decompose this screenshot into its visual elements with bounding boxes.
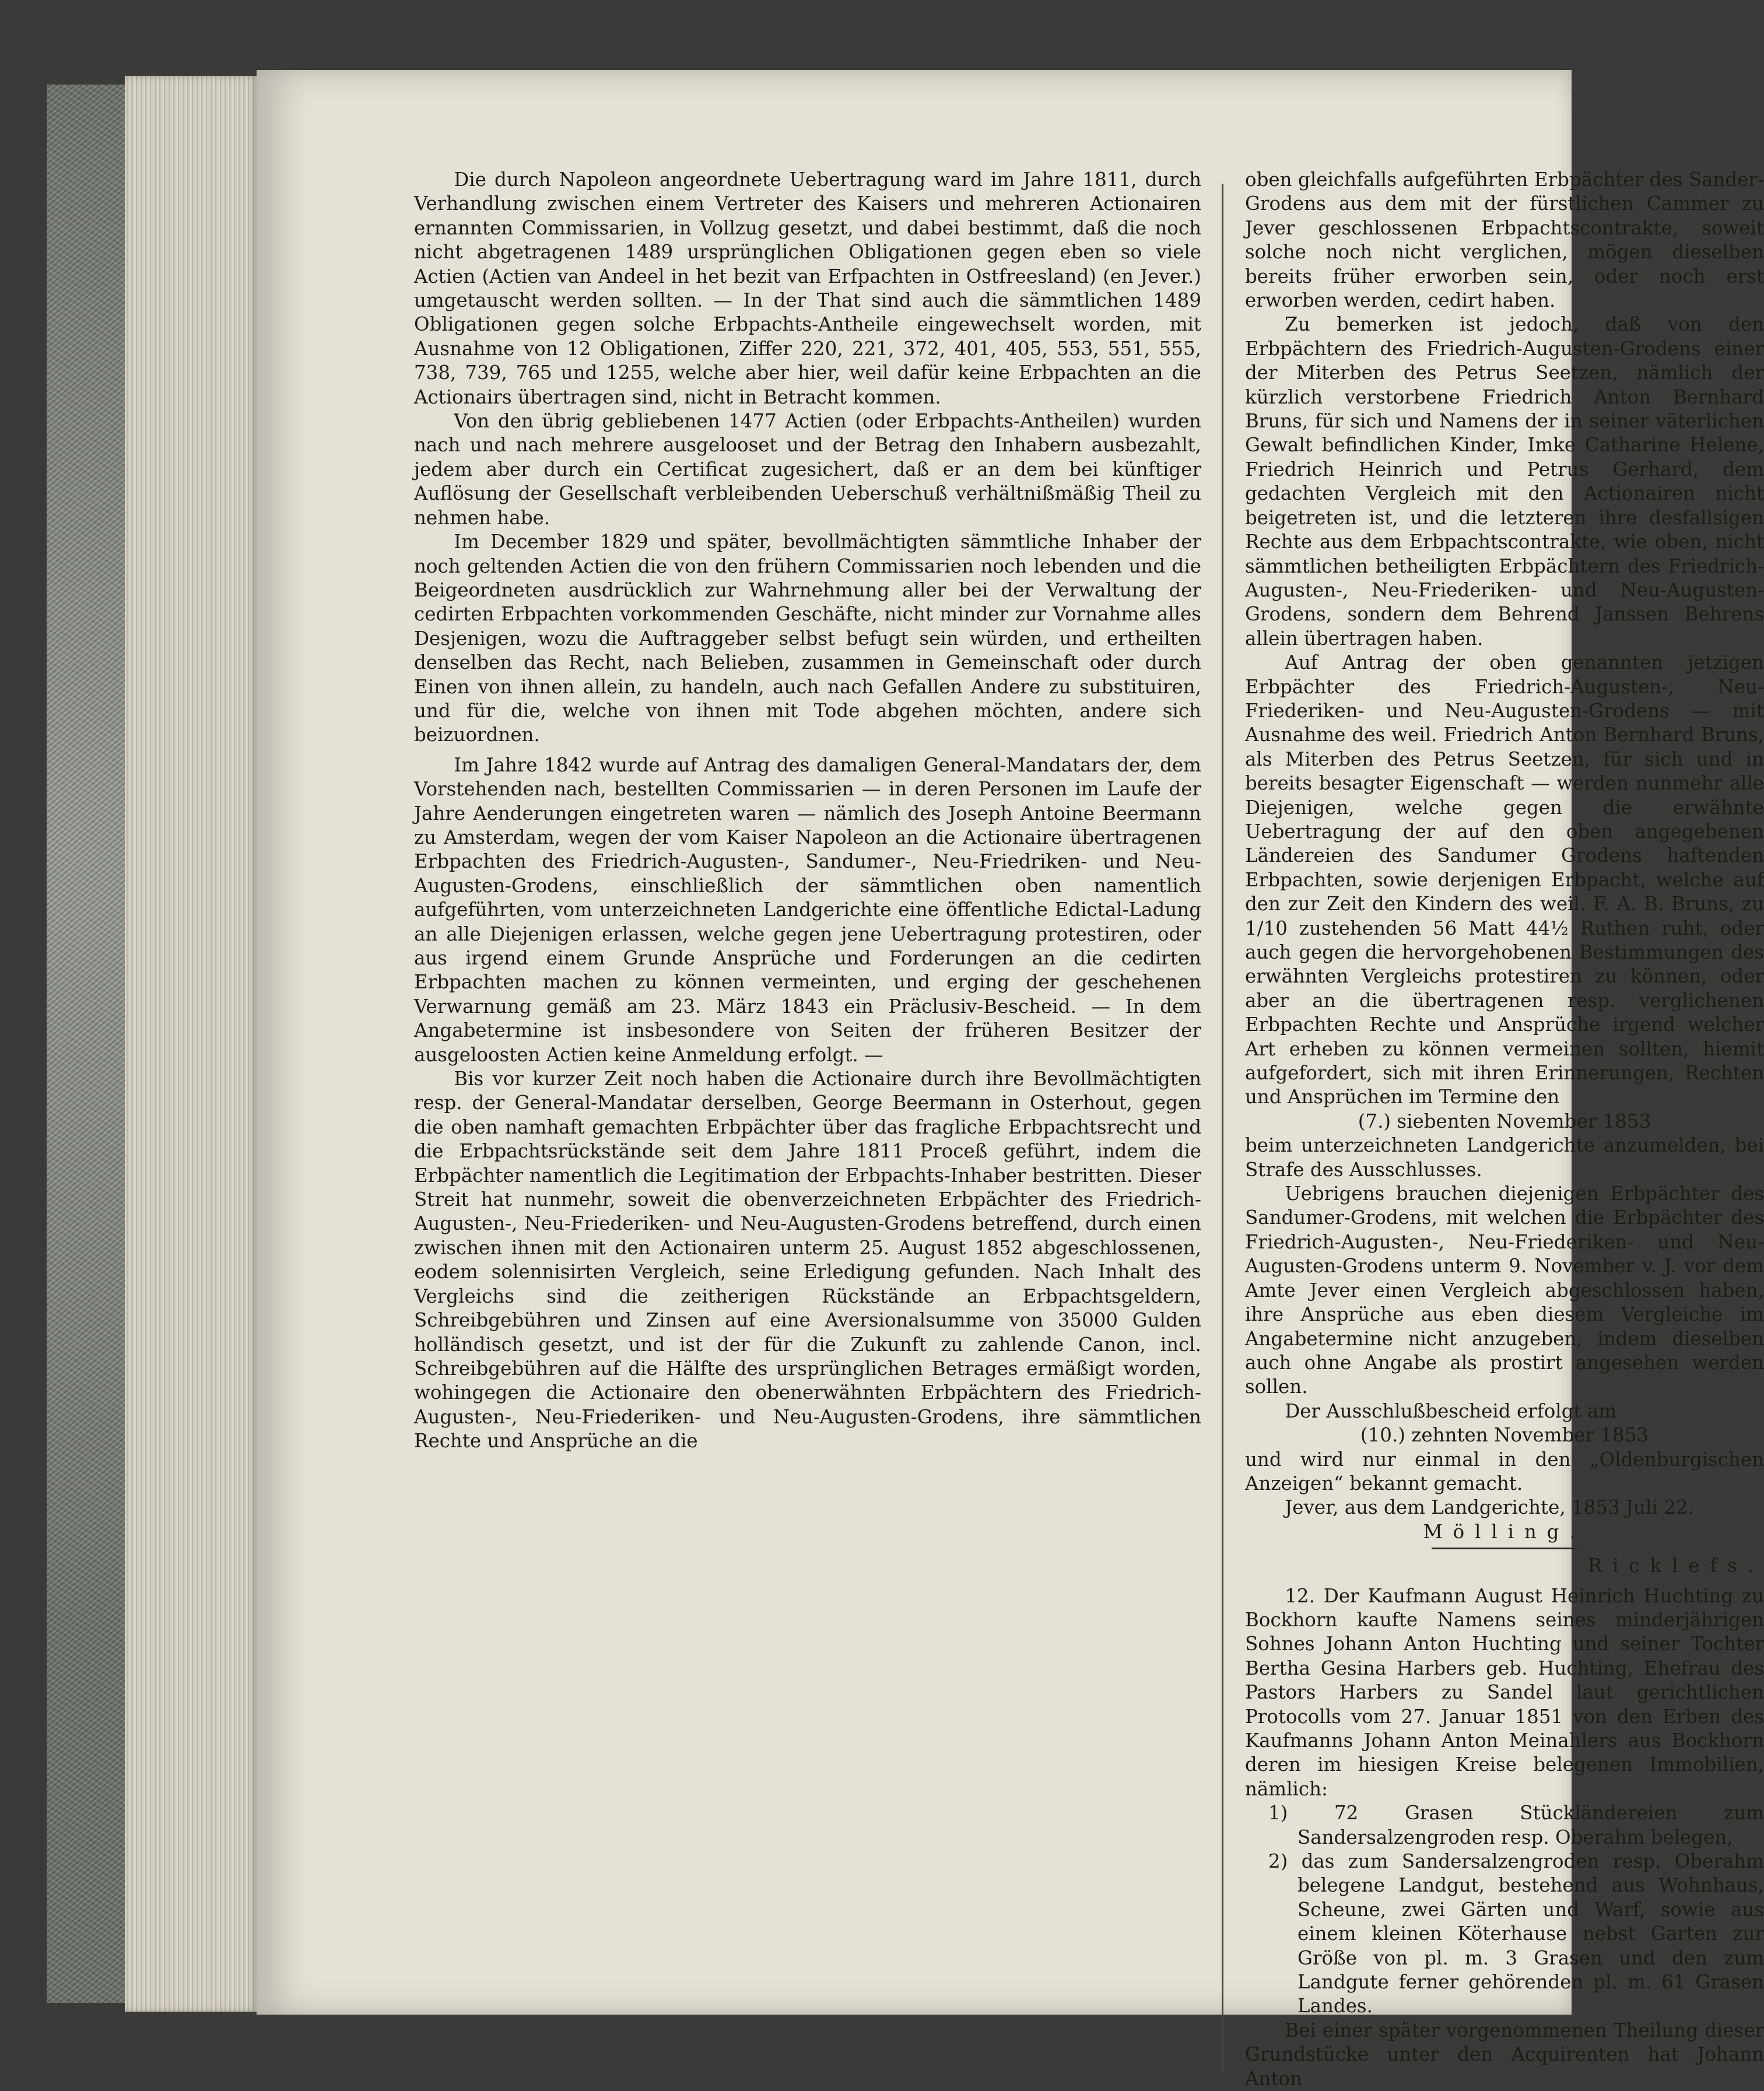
document-page: [257, 70, 1764, 2090]
paragraph: Im December 1829 und später, bevollmächtigten sämmtliche Inhaber der noch geltenden Actien die von den frühern Commissarien noch lebenden und die Beigeordneten ausdrücklich zur Wahrnehmung aller bei der Verwaltung der cedirten Erbpachten vorkommenden Geschäfte, nicht minder zur Vornahme alles Desjenigen, wozu die Auftraggeber selbst befugt sein würden, und ertheilten denselben das Recht, nach Belieben, zusammen in Gemeinschaft oder durch Einen von ihnen allein, zu handeln, auch nach Gefallen Andere zu substituiren, und für die, welche von ihnen mit Tode abgehen möchten, andere sich beizuordnen.: [414, 531, 1201, 746]
paragraph: Von den übrig gebliebenen 1477 Actien (oder Erbpachts-Antheilen) wurden nach und nach mehrere ausgelooset und der Betrag den Inhabern ausbezahlt, jedem aber durch ein Certificat zugesichert, daß er an dem bei künftiger Auflösung der Gesellschaft verbleibenden Ueberschuß verhältnißmäßig Theil zu nehmen habe.: [414, 410, 1201, 529]
left-column: [414, 168, 1201, 1454]
paragraph: Zu bemerken ist jedoch, daß von den Erbpächtern des Friedrich-Augusten-Grodens einer der Miterben des Petrus Seetzen, nämlich der kürzlich verstorbene Friedrich Anton Bernhard Bruns, für sich und Namens der in seiner väterlichen Gewalt befindlichen Kinder, Imke Catharine Helene, Friedrich Heinrich und Petrus Gerhard, dem gedachten Vergleich mit den Actionairen nicht beigetreten ist, und die letzteren ihre desfallsigen Rechte aus dem Erbpachtscontrakte, wie oben, nicht sämmtlichen betheiligten Erbpächtern des Friedrich-Augusten-, Neu-Friederiken- und Neu-Augusten-Grodens, sondern dem Behrend Janssen Behrens allein übertragen haben.: [1245, 313, 1764, 650]
paragraph: beim unterzeichneten Landgerichte anzumelden, bei Strafe des Ausschlusses.: [1245, 1134, 1764, 1181]
term-date: (10.) zehnten November 1853: [1360, 1424, 1649, 1447]
list-item: 2) das zum Sandersalzengroden resp. Oberahm belegene Landgut, bestehend aus Wohnhaus, Scheune, zwei Gärten und Warf, sowie aus einem kleinen Köterhause nebst Garten zur Größe von pl. m. 3 Grasen und den zum Landgute ferner gehörenden pl. m. 61 Grasen Landes.: [1268, 1850, 1764, 2018]
right-column: [1245, 168, 1764, 2091]
paragraph: Bis vor kurzer Zeit noch haben die Actionaire durch ihre Bevollmächtigten resp. der General-Mandatar derselben, George Beermann in Osterhout, gegen die oben namhaft gemachten Erbpächter über das fragliche Erbpachtsrecht und die Erbpachtsrückstände seit dem Jahre 1811 Proceß geführt, indem die Erbpächter namentlich die Legitimation der Erbpachts-Inhaber bestritten. Dieser Streit hat nunmehr, soweit die obenverzeichneten Erbpächter des Friedrich-Augusten-, Neu-Friederiken- und Neu-Augusten-Grodens betreffend, durch einen zwischen ihnen mit den Actionairen unterm 25. August 1852 abgeschlossenen, eodem solennisirten Vergleich, seine Erledigung gefunden. Nach Inhalt des Vergleichs sind die zeitherigen Rückstände an Erbpachtsgeldern, Schreibgebühren und Zinsen auf eine Aversionalsumme von 35000 Gulden holländisch gesetzt, und ist der für die Zukunft zu zahlende Canon, incl. Schreibgebühren auf die Hälfte des ursprünglichen Betrages ermäßigt worden, wohingegen die Actionaire den obenerwähnten Erbpächtern des Friedrich-Augusten-, Neu-Friederiken- und Neu-Augusten-Grodens, ihre sämmtlichen Rechte und Ansprüche an die: [414, 1068, 1201, 1453]
signature: Mölling.: [1423, 1520, 1586, 1543]
paragraph: Im Jahre 1842 wurde auf Antrag des damaligen General-Mandatars der, dem Vorstehenden nach, bestellten Commissarien — in deren Personen im Laufe der Jahre Aenderungen eingetreten waren — nämlich des Joseph Antoine Beermann zu Amsterdam, wegen der vom Kaiser Napoleon an die Actionaire übertragenen Erbpachten des Friedrich-Augusten-, Sandumer-, Neu-Friedriken- und Neu-Augusten-Grodens, einschließlich der sämmtlichen oben namentlich aufgeführten, vom unterzeichneten Landgerichte eine öffentliche Edictal-Ladung an alle Diejenigen erlassen, welche gegen jene Uebertragung protestiren, oder aus irgend einem Grunde Ansprüche und Forderungen an die cedirten Erbpachten machen zu können vermeinten, und erging der geschehenen Verwarnung gemäß am 23. März 1843 ein Präclusiv-Bescheid. — In dem Angabetermine ist insbesondere von Seiten der früheren Besitzer der ausgeloosten Actien keine Anmeldung erfolgt. —: [414, 753, 1201, 1066]
page-edges: [125, 76, 259, 2012]
paragraph: oben gleichfalls aufgeführten Erbpächter des Sander-Grodens aus dem mit der fürstlichen Cammer zu Jever geschlossenen Erbpachtscontrakte, soweit solche noch nicht verglichen, mögen dieselben bereits früher erworben sein, oder noch erst erworben werden, cedirt haben.: [1245, 169, 1764, 312]
paragraph: und wird nur einmal in den „Oldenburgischen Anzeigen“ bekannt gemacht.: [1245, 1448, 1764, 1494]
list-item: 1) 72 Grasen Stückländereien zum Sandersalzengroden resp. Oberahm belegen,: [1268, 1802, 1764, 1848]
book-cover: [47, 85, 132, 2003]
signature: Ricklefs.: [1587, 1555, 1764, 1577]
term-date: (7.) siebenten November 1853: [1358, 1110, 1651, 1132]
paragraph: Auf Antrag der oben genannten jetzigen Erbpächter des Friedrich-Augusten-, Neu-Friederiken- und Neu-Augusten-Grodens — mit Ausnahme des weil. Friedrich Anton Bernhard Bruns, als Miterben des Petrus Seetzen, für sich und in bereits besagter Eigenschaft — werden nunmehr alle Diejenigen, welche gegen die erwähnte Uebertragung der auf den oben angegebenen Ländereien des Sandumer Grodens haftenden Erbpachten, sowie derjenigen Erbpacht, welche auf den zur Zeit den Kindern des weil. F. A. B. Bruns, zu 1/10 zustehenden 56 Matt 44½ Ruthen ruht, oder auch gegen die hervorgehobenen Bestimmungen des erwähnten Vergleichs protestiren zu können, oder aber an die übertragenen resp. verglichenen Erbpachten Rechte und Ansprüche irgend welcher Art erheben zu können vermeinen sollten, hiemit aufgefordert, sich mit ihren Erinnerungen, Rechten und Ansprüchen im Termine den: [1245, 651, 1764, 1108]
paragraph: Bei einer später vorgenommenen Theilung dieser Grundstücke unter den Acquirenten hat Johann Anton: [1245, 2019, 1764, 2090]
column-divider: [1222, 184, 1223, 2073]
paragraph: Der Ausschlußbescheid erfolgt am: [1285, 1399, 1617, 1422]
place-date-line: Jever, aus dem Landgerichte, 1853 Juli 22.: [1285, 1496, 1694, 1519]
paragraph: Die durch Napoleon angeordnete Uebertragung ward im Jahre 1811, durch Verhandlung zwischen einem Vertreter des Kaisers und mehreren Actionairen ernannten Commissarien, in Vollzug gesetzt, und dabei bestimmt, daß die noch nicht abgetragenen 1489 ursprünglichen Obligationen gegen eben so viele Actien (Actien van Andeel in het bezit van Erfpachten in Ostfreesland) (en Jever.) umgetauscht werden sollten. — In der That sind auch die sämmtlichen 1489 Obligationen gegen solche Erbpachts-Antheile eingewechselt worden, mit Ausnahme von 12 Obligationen, Ziffer 220, 221, 372, 401, 405, 553, 551, 555, 738, 739, 765 und 1255, welche aber hier, weil dafür keine Erbpachten an die Actionairs übertragen sind, nicht in Betracht kommen.: [414, 169, 1201, 408]
signature-rule: [1432, 1548, 1577, 1549]
notice-item: 12. Der Kaufmann August Heinrich Huchting zu Bockhorn kaufte Namens seines minderjährigen Sohnes Johann Anton Huchting und seiner Tochter Bertha Gesina Harbers geb. Huchting, Ehefrau des Pastors Harbers zu Sandel laut gerichtlichen Protocolls vom 27. Januar 1851 von den Erben des Kaufmanns Johann Anton Meinahlers aus Bockhorn deren im hiesigen Kreise belegenen Immobilien, nämlich:: [1245, 1584, 1764, 1800]
paragraph: Uebrigens brauchen diejenigen Erbpächter des Sandumer-Grodens, mit welchen die Erbpächter des Friedrich-Augusten-, Neu-Friederiken- und Neu-Augusten-Grodens unterm 9. November v. J. vor dem Amte Jever einen Vergleich abgeschlossen haben, ihre Ansprüche aus eben diesem Vergleiche im Angabetermine nicht anzugeben, indem dieselben auch ohne Angabe als prostirt angesehen werden sollen.: [1245, 1183, 1764, 1398]
